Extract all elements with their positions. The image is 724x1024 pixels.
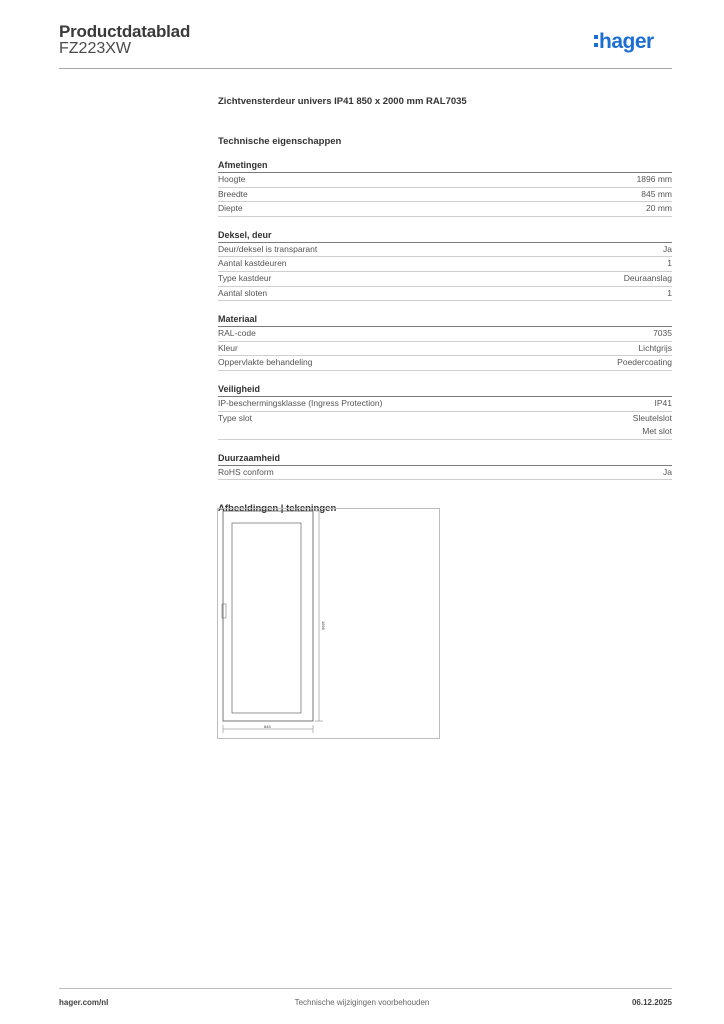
property-value: [617, 356, 672, 370]
svg-text:hager: hager: [599, 30, 654, 53]
property-row: [218, 342, 672, 357]
property-label: RoHS conform: [218, 466, 274, 477]
property-group: [218, 159, 672, 217]
property-value-line: 20 mm: [646, 203, 672, 214]
property-value-line: Met slot: [642, 426, 672, 437]
technical-drawing: [217, 508, 440, 739]
property-value-line: IP41: [654, 397, 672, 408]
property-label: Type slot: [218, 412, 253, 423]
door-drawing-svg: [218, 509, 439, 738]
property-value-line: Ja: [663, 243, 672, 254]
property-row: [218, 327, 672, 342]
property-value-line: 1: [667, 258, 672, 269]
property-value: [624, 272, 672, 286]
group-title: Afmetingen: [218, 159, 672, 173]
property-label: IP-beschermingsklasse (Ingress Protection): [218, 397, 383, 408]
images-title: Afbeeldingen | tekeningen: [218, 503, 337, 515]
product-description: Zichtvensterdeur univers IP41 850 x 2000 mm RAL7035: [218, 96, 467, 107]
property-row: [218, 243, 672, 258]
property-label: Oppervlakte behandeling: [218, 357, 313, 368]
property-value: [663, 466, 672, 480]
property-label: RAL-code: [218, 328, 256, 339]
property-value: [646, 202, 672, 216]
group-title: Materiaal: [218, 313, 672, 327]
property-value-line: Lichtgrijs: [638, 342, 672, 353]
property-value-line: Ja: [663, 466, 672, 477]
footer-website[interactable]: hager.com/nl: [59, 998, 109, 1007]
width-dimension-label: 845: [264, 724, 271, 729]
property-row: [218, 188, 672, 203]
property-row: [218, 287, 672, 302]
property-row: [218, 356, 672, 371]
height-dimension-label: 1896: [321, 621, 326, 630]
property-row: [218, 173, 672, 188]
window-pane: [232, 523, 301, 713]
property-value-line: 1: [667, 287, 672, 298]
footer-disclaimer: Technische wijzigingen voorbehouden: [294, 998, 430, 1007]
property-value: [638, 342, 672, 356]
door-outline: [223, 511, 313, 721]
hager-logo: [593, 27, 675, 59]
property-value: [663, 243, 672, 257]
footer-divider: [59, 988, 672, 989]
property-value: [655, 397, 673, 411]
property-groups: [218, 159, 672, 480]
property-label: Deur/deksel is transparant: [218, 243, 318, 254]
property-label: Type kastdeur: [218, 272, 272, 283]
property-group: [218, 229, 672, 301]
property-row: [218, 412, 672, 440]
property-label: Kleur: [218, 342, 238, 353]
property-row: [218, 257, 672, 272]
section-title: Technische eigenschappen: [218, 136, 342, 147]
property-value-line: Deuraanslag: [623, 272, 672, 283]
group-title: Veiligheid: [218, 383, 672, 397]
property-value: [633, 412, 672, 439]
property-value-line: 845 mm: [641, 188, 672, 199]
property-value: [641, 188, 672, 202]
property-label: Aantal kastdeuren: [218, 258, 287, 269]
property-value-line: 7035: [653, 328, 672, 339]
property-label: Hoogte: [218, 174, 246, 184]
property-value-line: 1896 mm: [636, 174, 672, 184]
property-value-line: Poedercoating: [617, 357, 672, 368]
property-label: Aantal sloten: [218, 287, 268, 298]
header-divider: [59, 68, 672, 69]
property-group: [218, 383, 672, 440]
document-title: Productdatablad: [59, 22, 191, 41]
property-label: Diepte: [218, 203, 243, 214]
group-title: Duurzaamheid: [218, 452, 672, 466]
property-row: [218, 272, 672, 287]
property-value-line: Sleutelslot: [632, 412, 672, 423]
group-title: Deksel, deur: [218, 229, 672, 243]
property-value: [667, 287, 672, 301]
main-content: [218, 95, 672, 516]
product-code: FZ223XW: [59, 40, 132, 57]
property-row: [218, 397, 672, 412]
property-group: [218, 313, 672, 371]
property-label: Breedte: [218, 188, 248, 199]
footer-date: 06.12.2025: [631, 998, 672, 1007]
property-value: [667, 257, 672, 271]
property-row: [218, 202, 672, 217]
property-value: [637, 173, 672, 187]
property-group: [218, 452, 672, 481]
property-value: [653, 327, 672, 341]
property-row: [218, 466, 672, 481]
